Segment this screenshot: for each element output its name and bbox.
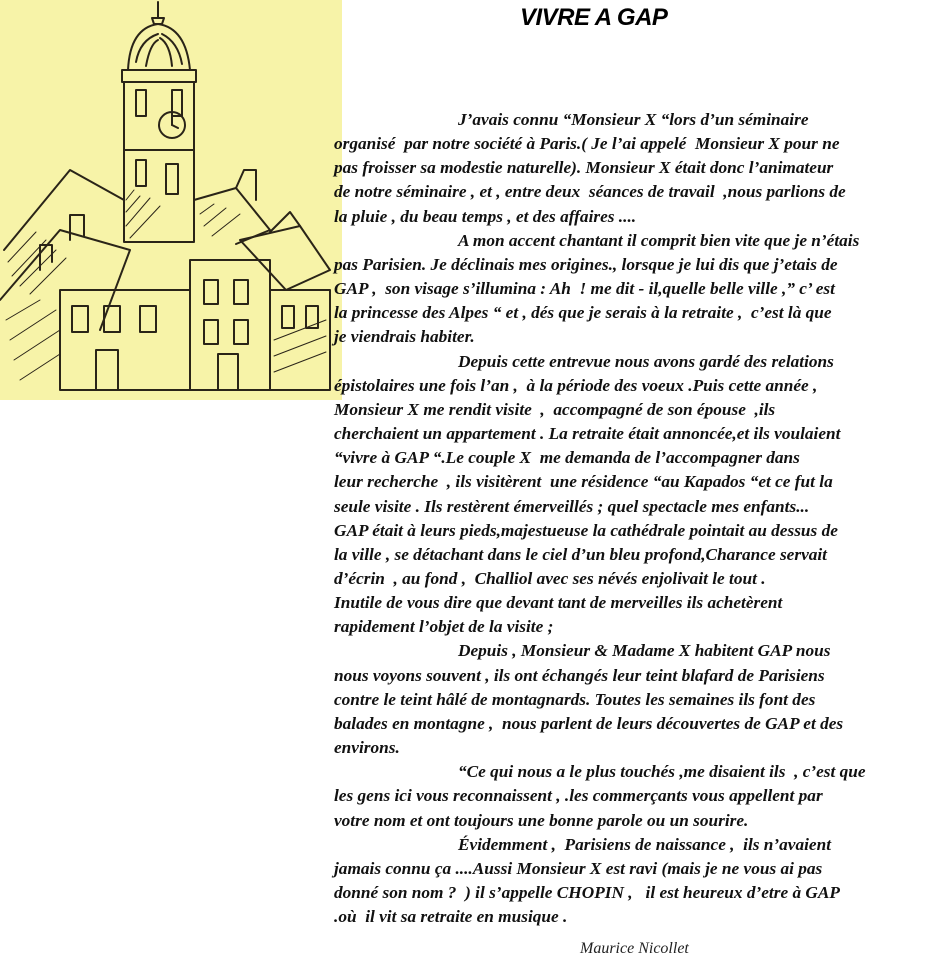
- paragraph: “Ce qui nous a le plus touchés ,me disaient ils , c’est que les gens ici vous reconnaissent , .les commerçants vous appellent par votre nom et ont toujours une bonne parole ou un sourire.: [334, 762, 866, 830]
- page-title: VIVRE A GAP: [520, 4, 668, 31]
- author-signature: Maurice Nicollet: [580, 940, 689, 957]
- paragraph: Depuis cette entrevue nous avons gardé des relations épistolaires une fois l’an , à la période des voeux .Puis cette année , Monsieur X me rendit visite , accompagné de son épouse ,ils cherchaient un appartement . La retraite était annoncée,et ils voulaient “vivre à GAP “.Le couple X me demanda de l’accompagner dans leur recherche , ils visitèrent une résidence “au Kapados “et ce fut la seule visite . Ils restèrent émerveillés ; quel spectacle mes enfants... GAP était à leurs pieds,majestueuse la cathédrale pointait au dessus de la ville , se détachant dans le ciel d’un bleu profond,Charance servait d’écrin , au fond , Challiol avec ses névés enjolivait le tout . Inutile de vous dire que devant tant de merveilles ils achetèrent rapidement l’objet de la visite ;: [334, 351, 841, 637]
- clock-tower-icon: [0, 0, 342, 400]
- paragraph: Depuis , Monsieur & Madame X habitent GAP nous nous voyons souvent , ils ont échangés leur teint blafard de Parisiens contre le teint hâlé de montagnards. Toutes les semaines ils font des balades en montagne , nous parlent de leurs découvertes de GAP et des environs.: [334, 641, 844, 758]
- article-body: [334, 108, 940, 929]
- paragraph: Évidemment , Parisiens de naissance , ils n’avaient jamais connu ça ....Aussi Monsieur X est ravi (mais je ne vous ai pas donné son nom ? ) il s’appelle CHOPIN , il est heureux d’etre à GAP .où il vit sa retraite en musique .: [334, 834, 840, 927]
- paragraph: A mon accent chantant il comprit bien vite que je n’étais pas Parisien. Je déclinais mes origines., lorsque je lui dis que j’etais de GAP , son visage s’illumina : Ah ! me dit - il,quelle belle ville ,” c’ est la princesse des Alpes “ et , dés que je serais à la retraite , c’est là que je viendrais habiter.: [334, 230, 860, 347]
- paragraph: J’avais connu “Monsieur X “lors d’un séminaire organisé par notre société à Paris.( Je l’ai appelé Monsieur X pour ne pas froisser sa modestie naturelle). Monsieur X était donc l’animateur de notre séminaire , et , entre deux séances de travail ,nous parlions de la pluie , du beau temps , et des affaires ....: [334, 110, 846, 226]
- clock-tower-illustration: [0, 0, 342, 400]
